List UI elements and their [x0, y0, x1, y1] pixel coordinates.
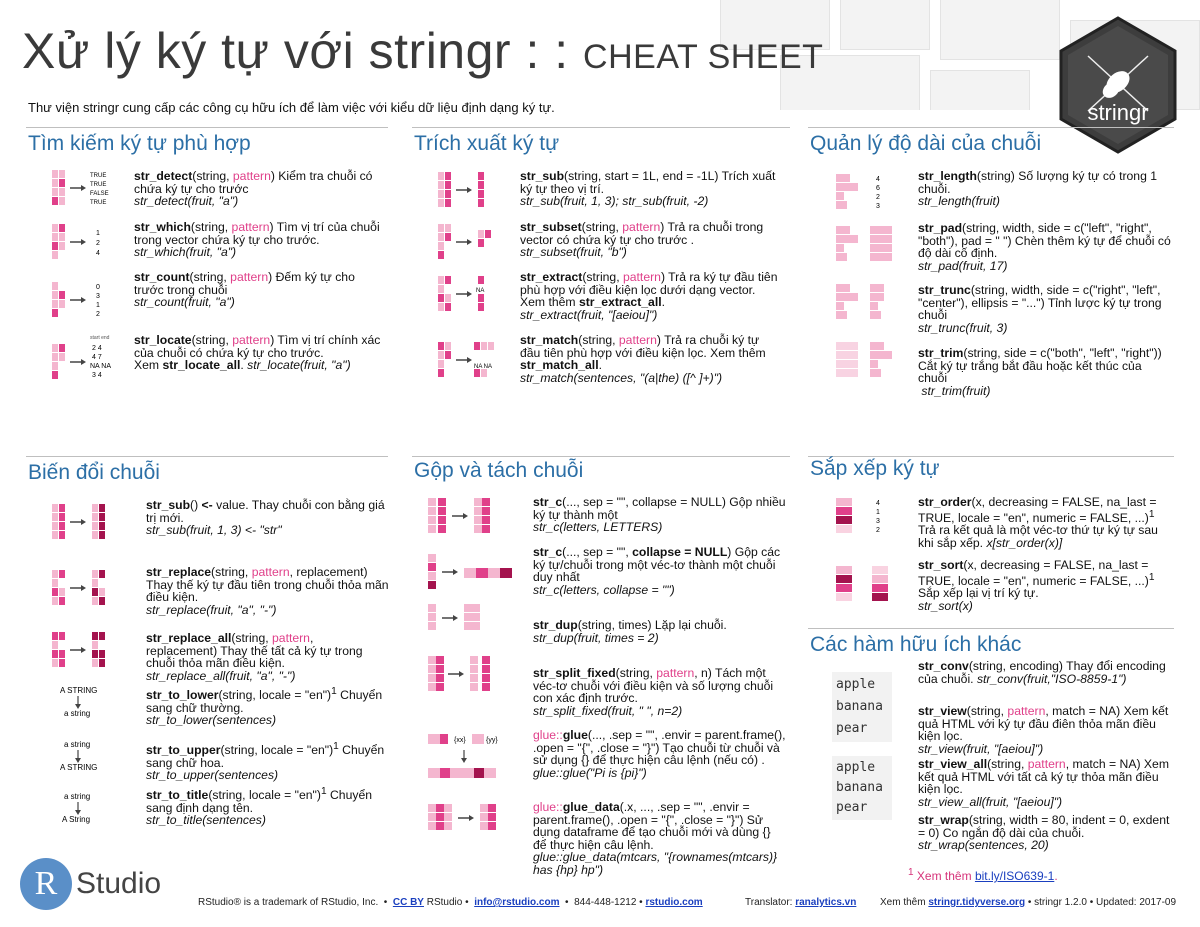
svg-text:a string: a string	[64, 740, 91, 749]
site-link[interactable]: rstudio.com	[645, 897, 703, 908]
str-sort-icon	[832, 562, 892, 608]
svg-text:NA NA: NA NA	[474, 364, 493, 370]
footer-translator: Translator: ranalytics.vn	[745, 897, 857, 908]
fn-str-split-fixed: str_split_fixed(string, pattern, n) Tách một véc-tơ chuỗi với điều kiện và số lượng chuỗi con xác định trước. str_split_fixed(fruit, " ", n=2)	[533, 666, 774, 718]
str-trim-icon	[832, 338, 894, 384]
page-title: Xử lý ký tự với stringr : : CHEAT SHEET	[22, 23, 824, 79]
fn-str-conv: str_conv(string, encoding) Thay đổi encoding của chuỗi. str_conv(fruit,"ISO-8859-1")	[918, 659, 1166, 686]
footer-left: RStudio® is a trademark of RStudio, Inc. • CC BY RStudio • info@rstudio.com • 844-448-1212 • rstudio.com	[198, 897, 703, 908]
fn-str-sort: str_sort(x, decreasing = FALSE, na_last = TRUE, locale = "en", numeric = FALSE, ...)$^1$ Sắp xếp lại vị trí ký tự. str_sort(x)	[918, 558, 1155, 613]
license-link[interactable]: CC BY	[392, 897, 424, 908]
intro-text: Thư viện stringr cung cấp các công cụ hữu ích để làm việc với kiểu dữ liệu định dạng ký tự.	[28, 100, 555, 115]
svg-text:2: 2	[876, 527, 880, 534]
str-which-icon	[48, 222, 118, 264]
fn-str-to-title: str_to_title(string, locale = "en")$^1$ Chuyển sang định dạng tên. str_to_title(sentences)	[146, 786, 373, 828]
str-replace-all-icon	[48, 628, 118, 678]
fn-str-match: str_match(string, pattern) Trả ra chuỗi ký tự đầu tiên phù hợp với điều kiện lọc. Xem thêm str_match_all. str_match(sentences, "(a|the) ([^ ]+)")	[520, 333, 766, 385]
case-to-lower-icon	[56, 684, 116, 720]
fn-str-trunc: str_trunc(string, width, side = c("right", "left", "center"), ellipsis = "...") Tỉnh lược ký tự trong chuỗi str_trunc(fruit, 3)	[918, 283, 1162, 335]
svg-text:a string: a string	[64, 709, 91, 718]
svg-text:4: 4	[876, 500, 880, 507]
case-to-title-icon	[58, 790, 118, 826]
fn-str-trim: str_trim(string, side = c("both", "left", "right")) Cắt ký tự trắng bắt đầu hoặc kết thúc của chuỗi str_trim(fruit)	[918, 346, 1162, 398]
svg-text:3 4: 3 4	[92, 372, 102, 379]
str-sub-icon	[434, 168, 504, 216]
fn-str-sub: str_sub(string, start = 1L, end = -1L) Trích xuất ký tự theo vị trí. str_sub(fruit, 1, 3); str_sub(fruit, -2)	[520, 169, 776, 208]
fn-str-order: str_order(x, decreasing = FALSE, na_last = TRUE, locale = "en", numeric = FALSE, ...)$^1$ Trả ra kết quả là một véc-tơ thứ tự ký tự sau khi sắp xếp. x[str_order(x)]	[918, 495, 1158, 550]
svg-text:3: 3	[876, 518, 880, 525]
str-c-icon	[424, 494, 516, 544]
translator-link[interactable]: ranalytics.vn	[795, 897, 857, 908]
str-dup-icon	[424, 600, 504, 648]
svg-text:NA NA: NA NA	[90, 363, 112, 370]
section-heading-order: Sắp xếp ký tự	[810, 457, 940, 480]
svg-text:{xx}: {xx}	[454, 737, 466, 744]
fn-str-which: str_which(string, pattern) Tìm vị trí của chuỗi trong vector chứa ký tự cho trước. str_which(fruit, "a")	[134, 220, 380, 259]
fn-str-dup: str_dup(string, times) Lặp lại chuỗi. str_dup(fruit, times = 2)	[533, 618, 727, 645]
case-to-upper-icon	[58, 738, 118, 774]
divider	[412, 456, 790, 457]
str-sub-assign-icon	[48, 500, 118, 550]
divider	[26, 456, 388, 457]
footer-right: Xem thêm stringr.tidyverse.org • stringr 1.2.0 • Updated: 2017-09	[880, 897, 1177, 908]
fn-str-count: str_count(string, pattern) Đếm ký tự cho trước trong chuỗi str_count(fruit, "a")	[134, 270, 355, 309]
svg-text:NA: NA	[476, 288, 485, 294]
svg-text:4: 4	[876, 176, 880, 183]
fn-glue-data: glue::glue_data(.x, ..., .sep = "", .envir = parent.frame(), .open = "{", .close = "}") Sử dụng dataframe để tạo chuỗi mới và dùng {} để thực hiện câu lệnh. glue::glue_data(mtcars, "{rownames(mtcars)} has {hp} hp")	[533, 800, 778, 877]
glue-data-icon	[424, 800, 524, 852]
svg-text:stringr: stringr	[1087, 100, 1149, 125]
svg-text:3: 3	[96, 293, 100, 300]
str-subset-icon	[434, 220, 504, 268]
str-extract-icon	[434, 272, 504, 320]
divider	[26, 127, 388, 128]
footnote: $^1$ Xem thêm bit.ly/ISO639-1.	[908, 867, 1058, 883]
svg-text:1: 1	[96, 230, 100, 237]
divider	[808, 127, 1174, 128]
fn-str-length: str_length(string) Số lượng ký tự có trong 1 chuỗi. str_length(fruit)	[918, 169, 1158, 208]
r-circle-icon: R	[20, 858, 72, 910]
section-heading-length: Quản lý độ dài của chuỗi	[810, 132, 1042, 155]
svg-text:4 7: 4 7	[92, 354, 102, 361]
fn-str-replace-all: str_replace_all(string, pattern, replacement) Thay thế tất cả ký tự trong chuỗi thỏa mãn điều kiện. str_replace_all(fruit, "a", "-")	[146, 631, 363, 683]
section-heading-helpers: Các hàm hữu ích khác	[810, 633, 1022, 656]
str-pad-icon	[832, 222, 894, 268]
str-split-fixed-icon	[424, 652, 504, 712]
email-link[interactable]: info@rstudio.com	[474, 897, 560, 908]
fn-glue: glue::glue(..., .sep = "", .envir = parent.frame(), .open = "{", .close = "}") Tạo chuỗi từ chuỗi và sử dụng {} để thực hiện câu lệnh (nếu có) . glue::glue("Pi is {pi}")	[533, 728, 786, 780]
str-view-all-example: apple banana pear	[832, 756, 892, 820]
section-heading-join-split: Gộp và tách chuỗi	[414, 459, 584, 482]
svg-text:2: 2	[96, 240, 100, 247]
str-count-icon	[48, 280, 118, 322]
fn-str-view: str_view(string, pattern, match = NA) Xem kết quả HTML với ký tự đầu điên thỏa mãn điều kiện lọc. str_view(fruit, "[aeiou]")	[918, 704, 1169, 756]
svg-text:A STRING: A STRING	[60, 763, 98, 772]
svg-text:a string: a string	[64, 792, 91, 801]
fn-str-c-collapse: str_c(..., sep = "", collapse = NULL) Gộp các ký tự/chuỗi trong một véc-tơ thành một chuỗi duy nhất str_c(letters, collapse = "")	[533, 545, 781, 597]
divider	[808, 628, 1174, 629]
fn-str-extract: str_extract(string, pattern) Trả ra ký tự đầu tiên phù hợp với điều kiện lọc dưới dạng vector. Xem thêm str_extract_all. str_extract(fruit, "[aeiou]")	[520, 270, 778, 322]
str-order-icon	[832, 494, 892, 542]
svg-text:4: 4	[96, 250, 100, 257]
fn-str-to-lower: str_to_lower(string, locale = "en")$^1$ Chuyển sang chữ thường. str_to_lower(sentences)	[146, 686, 383, 728]
str-replace-icon	[48, 566, 118, 616]
fn-str-subset: str_subset(string, pattern) Trả ra chuỗi trong vector có chứa ký tự cho trước . str_subset(fruit, "b")	[520, 220, 764, 259]
svg-text:FALSE: FALSE	[90, 191, 109, 197]
svg-text:2: 2	[96, 311, 100, 318]
fn-str-locate: str_locate(string, pattern) Tìm vị trí chính xác của chuỗi có chứa ký tự cho trước. Xem str_locate_all. str_locate(fruit, "a")	[134, 333, 381, 372]
fn-str-pad: str_pad(string, width, side = c("left", "right", "both"), pad = " ") Chèn thêm ký tự để chuỗi có độ dài cố định. str_pad(fruit, 17)	[918, 221, 1171, 273]
str-match-icon	[434, 338, 508, 386]
fn-str-view-all: str_view_all(string, pattern, match = NA) Xem kết quả HTML với tất cả ký tự thỏa mãn điều kiện lọc. str_view_all(fruit, "[aeiou]")	[918, 757, 1169, 809]
glue-icon	[424, 728, 524, 784]
stringr-site-link[interactable]: stringr.tidyverse.org	[928, 897, 1026, 908]
svg-text:0: 0	[96, 284, 100, 291]
divider	[412, 127, 790, 128]
svg-text:start end: start end	[90, 335, 110, 341]
str-detect-icon	[48, 168, 118, 216]
svg-text:{yy}: {yy}	[486, 737, 498, 744]
fn-str-wrap: str_wrap(string, width = 80, indent = 0, exdent = 0) Co ngắn độ dài của chuỗi. str_wrap(sentences, 20)	[918, 813, 1170, 852]
svg-text:TRUE: TRUE	[90, 182, 107, 188]
str-locate-icon	[48, 332, 120, 388]
fn-str-to-upper: str_to_upper(string, locale = "en")$^1$ Chuyển sang chữ hoa. str_to_upper(sentences)	[146, 741, 385, 783]
section-heading-subset: Trích xuất ký tự	[414, 132, 560, 155]
svg-text:1: 1	[96, 302, 100, 309]
svg-text:2: 2	[876, 194, 880, 201]
fn-str-detect: str_detect(string, pattern) Kiểm tra chuỗi có chứa ký tự cho trước str_detect(fruit, "a")	[134, 169, 373, 208]
svg-text:3: 3	[876, 203, 880, 210]
svg-text:TRUE: TRUE	[90, 173, 107, 179]
str-trunc-icon	[832, 280, 894, 326]
svg-text:1: 1	[876, 509, 880, 516]
str-c-collapse-icon	[424, 550, 524, 600]
stringr-hex-logo	[1058, 16, 1178, 154]
svg-text:A String: A String	[62, 815, 91, 824]
svg-text:TRUE: TRUE	[90, 200, 107, 206]
iso-link[interactable]: bit.ly/ISO639-1	[974, 869, 1055, 883]
section-heading-mutate: Biến đổi chuỗi	[28, 461, 160, 484]
str-length-icon	[832, 170, 892, 216]
fn-str-replace: str_replace(string, pattern, replacement) Thay thế ký tự đầu tiên trong chuỗi thỏa mãn điều kiện. str_replace(fruit, "a", "-")	[146, 565, 389, 617]
svg-text:2 4: 2 4	[92, 345, 102, 352]
str-view-example: apple banana pear	[832, 672, 892, 742]
section-heading-detect: Tìm kiếm ký tự phù hợp	[28, 132, 251, 155]
fn-str-sub-assign: str_sub() <- value. Thay chuỗi con bằng giá trị mới. str_sub(fruit, 1, 3) <- "str"	[146, 498, 385, 537]
rstudio-logo: R Studio	[20, 858, 161, 910]
fn-str-c: str_c(..., sep = "", collapse = NULL) Gộp nhiều ký tự thành một str_c(letters, LETTERS)	[533, 495, 786, 534]
svg-text:6: 6	[876, 185, 880, 192]
svg-text:A STRING: A STRING	[60, 686, 98, 695]
